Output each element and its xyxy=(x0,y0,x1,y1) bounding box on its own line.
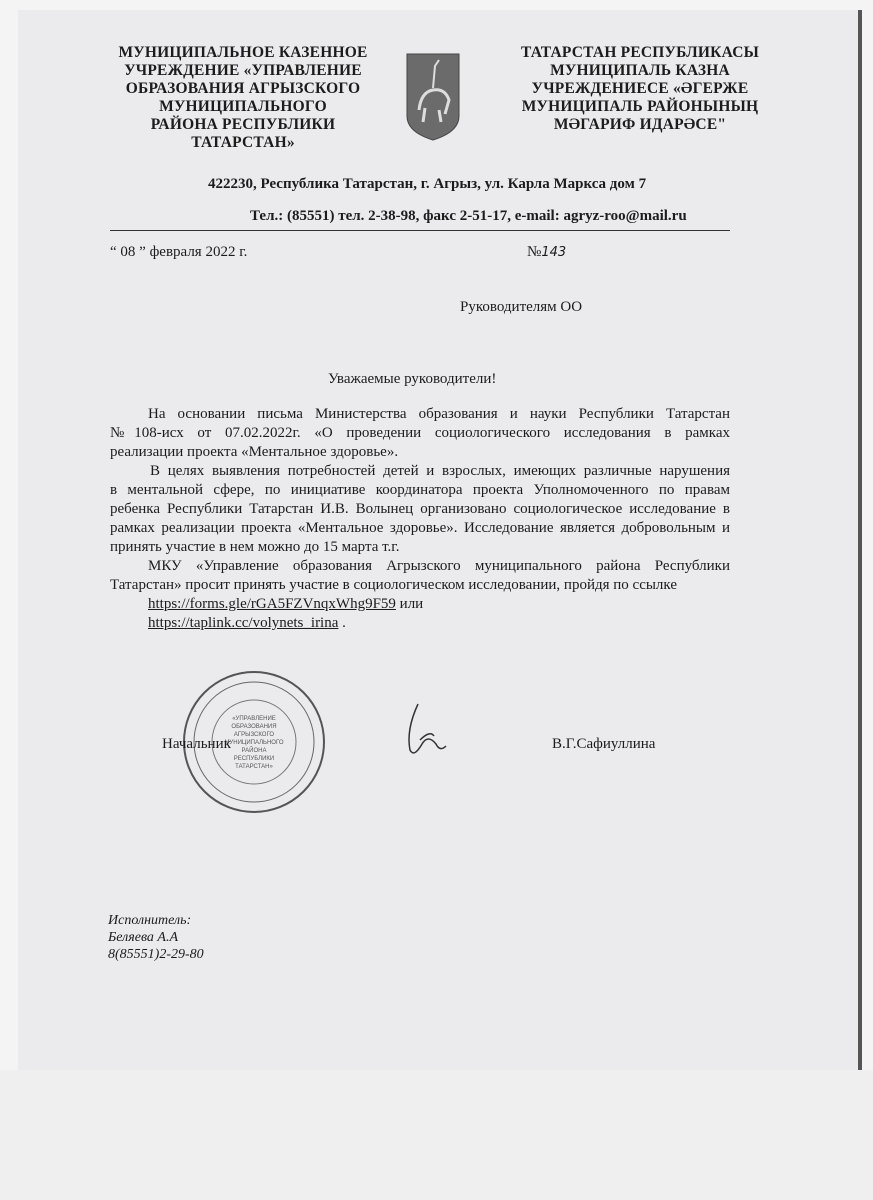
scan-edge xyxy=(858,10,862,1070)
header-right-line: ТАТАРСТАН РЕСПУБЛИКАСЫ xyxy=(520,44,760,61)
address: 422230, Республика Татарстан, г. Агрыз, ул. Карла Маркса дом 7 xyxy=(208,176,647,192)
paragraph-1 xyxy=(110,405,730,633)
svg-text:АГРЫЗСКОГО: АГРЫЗСКОГО xyxy=(233,732,275,738)
signatory-position: Начальник xyxy=(162,736,231,752)
header-right-line: МУНИЦИПАЛЬ КАЗНА xyxy=(550,62,730,79)
text-line: На основании письма Министерства образования и науки Республики Татарстан xyxy=(148,406,730,422)
text-line: реализации проекта «Ментальное здоровье». xyxy=(110,444,399,460)
text-line: №108-исх от 07.02.2022г. «О проведении социологического исследования в рамках xyxy=(110,425,730,441)
signatory-name: В.Г.Сафиуллина xyxy=(552,736,656,752)
executor-block xyxy=(108,912,204,963)
letter-number xyxy=(527,243,566,262)
header-right xyxy=(505,44,775,134)
handwritten-signature xyxy=(400,700,450,760)
header-left-line: МУНИЦИПАЛЬНОГО xyxy=(159,98,327,115)
taplink-link[interactable]: https://taplink.cc/volynets_irina xyxy=(148,615,339,631)
link-suffix: или xyxy=(395,596,424,612)
salutation: Уважаемые руководители! xyxy=(328,371,497,387)
svg-text:МУНИЦИПАЛЬНОГО: МУНИЦИПАЛЬНОГО xyxy=(224,740,284,746)
header-divider xyxy=(110,230,730,231)
svg-text:РЕСПУБЛИКИ: РЕСПУБЛИКИ xyxy=(233,756,275,762)
text-line: рамках реализации проекта «Ментальное здоровье». Исследование является добровольным и xyxy=(110,520,730,536)
number-label: № xyxy=(527,244,542,260)
header-right-line: УЧРЕЖДЕНИЕСЕ «ӘГЕРЖЕ xyxy=(531,80,749,97)
coat-of-arms-emblem xyxy=(405,52,461,142)
executor-label: Исполнитель: xyxy=(108,913,192,928)
svg-text:РАЙОНА: РАЙОНА xyxy=(241,748,267,754)
text-line: В целях выявления потребностей детей и взрослых, имеющих различные нарушения xyxy=(150,463,730,479)
header-left-line: ОБРАЗОВАНИЯ АГРЫЗСКОГО xyxy=(125,80,361,97)
text-line: МКУ «Управление образования Агрызского муниципального района Республики xyxy=(148,558,730,574)
svg-text:ТАТАРСТАН»: ТАТАРСТАН» xyxy=(235,764,273,770)
addressee: Руководителям ОО xyxy=(460,299,583,315)
letter-date: “ 08 ” февраля 2022 г. xyxy=(110,244,248,260)
header-right-line: МӘГАРИФ ИДАРӘСЕ" xyxy=(553,116,727,133)
executor-phone: 8(85551)2-29-80 xyxy=(108,947,204,962)
text-line: Татарстан» просит принять участие в социологическом исследовании, пройдя по ссылке xyxy=(110,577,677,593)
header-left-line: ТАТАРСТАН» xyxy=(191,134,295,151)
header-right-line: МУНИЦИПАЛЬ РАЙОНЫНЫҢ xyxy=(521,98,759,115)
executor-name: Беляева А.А xyxy=(108,930,179,945)
link-suffix: . xyxy=(338,615,346,631)
header-left-line: РАЙОНА РЕСПУБЛИКИ xyxy=(150,116,336,133)
text-line: принять участие в нем можно до 15 марта т.г. xyxy=(110,539,400,555)
header-left-line: УЧРЕЖДЕНИЕ «УПРАВЛЕНИЕ xyxy=(124,62,362,79)
header-left-line: МУНИЦИПАЛЬНОЕ КАЗЕННОЕ xyxy=(118,44,368,61)
number-value: 143 xyxy=(541,245,567,260)
scan-margin xyxy=(0,1070,873,1200)
contacts: Тел.: (85551) тел. 2-38-98, факс 2-51-17, e-mail: agryz-roo@mail.ru xyxy=(250,208,687,224)
forms-link[interactable]: https://forms.gle/rGA5FZVnqxWhg9F59 xyxy=(148,596,396,612)
header-left xyxy=(108,44,378,152)
svg-text:«УПРАВЛЕНИЕ: «УПРАВЛЕНИЕ xyxy=(232,716,276,722)
svg-text:ОБРАЗОВАНИЯ: ОБРАЗОВАНИЯ xyxy=(231,724,277,730)
text-line: в ментальной сфере, по инициативе координатора проекта Уполномоченного по правам xyxy=(110,482,730,498)
text-line: ребенка Республики Татарстан И.В. Волынец организовано социологическое исследование в xyxy=(110,501,730,517)
